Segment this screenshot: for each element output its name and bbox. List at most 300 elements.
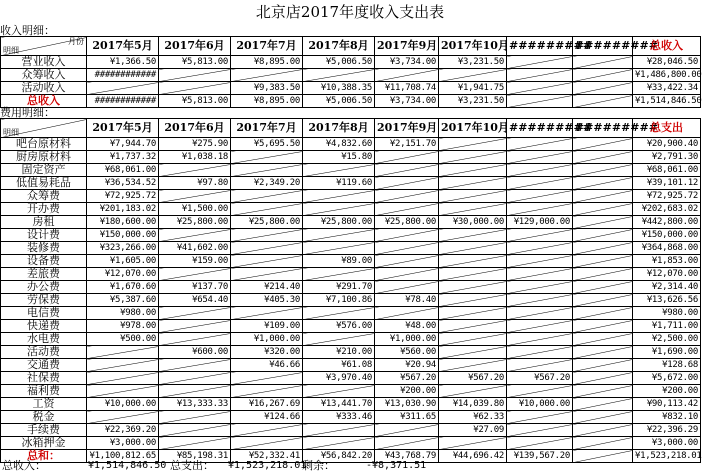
value-cell: ¥41,602.00 [159, 242, 231, 255]
value-cell: ¥1,100,812.65 [87, 450, 159, 463]
empty-cell [303, 190, 375, 203]
row-label: 手续费 [1, 424, 87, 437]
value-cell: ¥48.00 [375, 320, 439, 333]
value-cell: ¥61.08 [303, 359, 375, 372]
empty-cell [231, 437, 303, 450]
row-total-cell: ¥13,626.56 [633, 294, 701, 307]
empty-cell [231, 385, 303, 398]
total-header: 总收入 [633, 37, 701, 56]
table-row [1, 69, 701, 82]
empty-cell [573, 320, 633, 333]
empty-cell [507, 95, 573, 108]
table-row [1, 138, 701, 151]
value-cell: ¥52,332.41 [231, 450, 303, 463]
value-cell: ¥275.90 [159, 138, 231, 151]
month-header: 2017年10月 [439, 37, 507, 56]
empty-cell [159, 333, 231, 346]
empty-cell [573, 190, 633, 203]
income-section-label: 收入明细： [0, 24, 55, 37]
empty-cell [87, 82, 159, 95]
total-income-value: ¥1,514,846.50 [88, 460, 167, 471]
table-row [1, 294, 701, 307]
table-row [1, 95, 701, 108]
value-cell: ¥311.65 [375, 411, 439, 424]
row-total-cell: ¥832.10 [633, 411, 701, 424]
month-header: ######### [507, 37, 573, 56]
empty-cell [231, 255, 303, 268]
value-cell: ¥5,387.60 [87, 294, 159, 307]
value-cell: ¥10,388.35 [303, 82, 375, 95]
empty-cell [303, 437, 375, 450]
row-total-cell: ¥1,690.00 [633, 346, 701, 359]
empty-cell [573, 151, 633, 164]
value-cell: ¥500.00 [87, 333, 159, 346]
empty-cell [573, 333, 633, 346]
row-label: 总收入 [1, 95, 87, 108]
table-row [1, 82, 701, 95]
value-cell: ¥25,800.00 [375, 216, 439, 229]
empty-cell [159, 424, 231, 437]
empty-cell [159, 164, 231, 177]
summary-footer [0, 458, 700, 474]
value-cell: ¥567.20 [375, 372, 439, 385]
value-cell: ¥1,038.18 [159, 151, 231, 164]
table-row [1, 281, 701, 294]
value-cell: ¥62.33 [439, 411, 507, 424]
empty-cell [507, 437, 573, 450]
value-cell: ¥25,800.00 [159, 216, 231, 229]
empty-cell [573, 294, 633, 307]
value-cell: ¥1,366.50 [87, 56, 159, 69]
empty-cell [439, 385, 507, 398]
value-cell: ¥1,000.00 [231, 333, 303, 346]
empty-cell [573, 82, 633, 95]
month-header: 2017年5月 [87, 119, 159, 138]
table-row [1, 437, 701, 450]
value-cell: ¥25,800.00 [303, 216, 375, 229]
empty-cell [375, 242, 439, 255]
value-cell: ¥567.20 [507, 372, 573, 385]
empty-cell [507, 307, 573, 320]
empty-cell [507, 255, 573, 268]
empty-cell [507, 346, 573, 359]
empty-cell [375, 203, 439, 216]
empty-cell [375, 437, 439, 450]
value-cell: ¥5,695.50 [231, 138, 303, 151]
row-label: 工资 [1, 398, 87, 411]
total-expense-label: 总支出： [170, 459, 214, 472]
value-cell: ¥7,100.86 [303, 294, 375, 307]
empty-cell [573, 164, 633, 177]
value-cell: ¥5,813.00 [159, 95, 231, 108]
row-total-cell: ¥980.00 [633, 307, 701, 320]
table-row [1, 359, 701, 372]
empty-cell [303, 203, 375, 216]
corner-detail-label: 明细 [3, 46, 19, 55]
value-cell: ¥85,198.31 [159, 450, 231, 463]
empty-cell [159, 268, 231, 281]
empty-cell [439, 320, 507, 333]
empty-cell [87, 346, 159, 359]
empty-cell [231, 307, 303, 320]
row-label: 房租 [1, 216, 87, 229]
value-cell: ############ [87, 69, 159, 82]
value-cell: ¥10,000.00 [507, 398, 573, 411]
value-cell: ¥68,061.00 [87, 164, 159, 177]
empty-cell [439, 268, 507, 281]
income-table [0, 36, 701, 108]
empty-cell [439, 138, 507, 151]
row-label: 吧台原材料 [1, 138, 87, 151]
value-cell: ¥27.09 [439, 424, 507, 437]
row-label: 水电费 [1, 333, 87, 346]
empty-cell [231, 424, 303, 437]
row-label: 劳保费 [1, 294, 87, 307]
row-total-cell: ¥2,500.00 [633, 333, 701, 346]
value-cell: ############ [87, 95, 159, 108]
table-row [1, 411, 701, 424]
row-total-cell: ¥12,070.00 [633, 268, 701, 281]
value-cell: ¥150,000.00 [87, 229, 159, 242]
empty-cell [231, 372, 303, 385]
row-total-cell: ¥39,101.12 [633, 177, 701, 190]
empty-cell [507, 268, 573, 281]
empty-cell [507, 56, 573, 69]
table-row [1, 398, 701, 411]
empty-cell [507, 229, 573, 242]
empty-cell [375, 424, 439, 437]
row-label: 设备费 [1, 255, 87, 268]
empty-cell [159, 307, 231, 320]
empty-cell [573, 255, 633, 268]
month-header: 2017年8月 [303, 37, 375, 56]
row-total-cell: ¥28,046.50 [633, 56, 701, 69]
table-row [1, 216, 701, 229]
value-cell: ¥1,605.00 [87, 255, 159, 268]
empty-cell [439, 307, 507, 320]
empty-cell [159, 437, 231, 450]
corner-month-label: 月份 [68, 37, 84, 46]
empty-cell [439, 281, 507, 294]
row-total-cell: ¥1,486,800.00 [633, 69, 701, 82]
month-header: ######### [573, 119, 633, 138]
empty-cell [231, 151, 303, 164]
empty-cell [375, 307, 439, 320]
value-cell: ¥210.00 [303, 346, 375, 359]
row-label: 低值易耗品 [1, 177, 87, 190]
value-cell: ¥13,333.33 [159, 398, 231, 411]
empty-cell [439, 242, 507, 255]
empty-cell [507, 281, 573, 294]
value-cell: ¥1,737.32 [87, 151, 159, 164]
empty-cell [573, 242, 633, 255]
empty-cell [159, 69, 231, 82]
row-label: 活动收入 [1, 82, 87, 95]
value-cell: ¥1,941.75 [439, 82, 507, 95]
table-row [1, 177, 701, 190]
empty-cell [439, 203, 507, 216]
empty-cell [375, 190, 439, 203]
month-header: 2017年6月 [159, 119, 231, 138]
value-cell: ¥5,006.50 [303, 95, 375, 108]
value-cell: ¥4,832.60 [303, 138, 375, 151]
row-total-cell: ¥1,523,218.01 [633, 450, 701, 463]
empty-cell [159, 385, 231, 398]
value-cell: ¥9,383.50 [231, 82, 303, 95]
row-total-cell: ¥202,683.02 [633, 203, 701, 216]
empty-cell [507, 151, 573, 164]
empty-cell [507, 242, 573, 255]
table-row [1, 56, 701, 69]
value-cell: ¥2,151.70 [375, 138, 439, 151]
table-row [1, 320, 701, 333]
empty-cell [159, 320, 231, 333]
table-row [1, 372, 701, 385]
value-cell: ¥323,266.00 [87, 242, 159, 255]
row-label: 税金 [1, 411, 87, 424]
value-cell: ¥10,000.00 [87, 398, 159, 411]
empty-cell [375, 164, 439, 177]
empty-cell [439, 164, 507, 177]
empty-cell [375, 177, 439, 190]
row-label: 交通费 [1, 359, 87, 372]
value-cell: ¥7,944.70 [87, 138, 159, 151]
value-cell: ¥5,813.00 [159, 56, 231, 69]
value-cell: ¥16,267.69 [231, 398, 303, 411]
value-cell: ¥1,000.00 [375, 333, 439, 346]
empty-cell [439, 333, 507, 346]
table-row [1, 229, 701, 242]
row-total-cell: ¥364,868.00 [633, 242, 701, 255]
empty-cell [573, 385, 633, 398]
empty-cell [507, 164, 573, 177]
corner-header-cell [1, 119, 87, 138]
row-label: 差旅费 [1, 268, 87, 281]
empty-cell [231, 242, 303, 255]
table-row [1, 307, 701, 320]
row-total-cell: ¥200.00 [633, 385, 701, 398]
row-total-cell: ¥33,422.34 [633, 82, 701, 95]
value-cell: ¥600.00 [159, 346, 231, 359]
total-expense-value: ¥1,523,218.01 [228, 460, 307, 471]
empty-cell [375, 281, 439, 294]
value-cell: ¥15.80 [303, 151, 375, 164]
empty-cell [375, 69, 439, 82]
empty-cell [507, 190, 573, 203]
month-header: 2017年7月 [231, 37, 303, 56]
row-label: 总和： [1, 450, 87, 463]
month-header: ######### [573, 37, 633, 56]
empty-cell [231, 203, 303, 216]
value-cell: ¥97.80 [159, 177, 231, 190]
row-label: 众筹收入 [1, 69, 87, 82]
value-cell: ¥78.40 [375, 294, 439, 307]
empty-cell [159, 82, 231, 95]
value-cell: ¥3,734.00 [375, 56, 439, 69]
empty-cell [159, 411, 231, 424]
row-total-cell: ¥68,061.00 [633, 164, 701, 177]
value-cell: ¥56,842.20 [303, 450, 375, 463]
value-cell: ¥13,030.90 [375, 398, 439, 411]
value-cell: ¥124.66 [231, 411, 303, 424]
empty-cell [507, 177, 573, 190]
empty-cell [573, 398, 633, 411]
row-total-cell: ¥1,514,846.50 [633, 95, 701, 108]
empty-cell [439, 255, 507, 268]
month-header: 2017年5月 [87, 37, 159, 56]
row-label: 办公费 [1, 281, 87, 294]
value-cell: ¥72,925.72 [87, 190, 159, 203]
value-cell: ¥89.00 [303, 255, 375, 268]
value-cell: ¥8,895.00 [231, 95, 303, 108]
row-total-cell: ¥5,672.00 [633, 372, 701, 385]
value-cell: ¥560.00 [375, 346, 439, 359]
table-row [1, 151, 701, 164]
value-cell: ¥13,441.70 [303, 398, 375, 411]
empty-cell [159, 229, 231, 242]
row-total-cell: ¥3,000.00 [633, 437, 701, 450]
total-header: 总支出 [633, 119, 701, 138]
value-cell: ¥12,070.00 [87, 268, 159, 281]
balance-value: -¥8,371.51 [366, 460, 427, 471]
row-label: 活动费 [1, 346, 87, 359]
table-row [1, 255, 701, 268]
table-row [1, 190, 701, 203]
empty-cell [507, 424, 573, 437]
empty-cell [573, 346, 633, 359]
empty-cell [303, 307, 375, 320]
table-row [1, 164, 701, 177]
empty-cell [375, 151, 439, 164]
empty-cell [507, 69, 573, 82]
empty-cell [573, 281, 633, 294]
row-total-cell: ¥128.68 [633, 359, 701, 372]
empty-cell [231, 229, 303, 242]
value-cell: ¥2,349.20 [231, 177, 303, 190]
empty-cell [159, 372, 231, 385]
empty-cell [159, 359, 231, 372]
empty-cell [439, 346, 507, 359]
empty-cell [573, 56, 633, 69]
value-cell: ¥214.40 [231, 281, 303, 294]
row-label: 众筹费 [1, 190, 87, 203]
row-total-cell: ¥150,000.00 [633, 229, 701, 242]
empty-cell [439, 177, 507, 190]
value-cell: ¥654.40 [159, 294, 231, 307]
month-header: 2017年8月 [303, 119, 375, 138]
month-header: 2017年9月 [375, 37, 439, 56]
value-cell: ¥5,006.50 [303, 56, 375, 69]
empty-cell [159, 190, 231, 203]
empty-cell [231, 190, 303, 203]
value-cell: ¥8,895.00 [231, 56, 303, 69]
value-cell: ¥3,000.00 [87, 437, 159, 450]
row-label: 社保费 [1, 372, 87, 385]
empty-cell [507, 333, 573, 346]
value-cell: ¥291.70 [303, 281, 375, 294]
row-total-cell: ¥72,925.72 [633, 190, 701, 203]
value-cell: ¥119.60 [303, 177, 375, 190]
empty-cell [573, 268, 633, 281]
empty-cell [573, 177, 633, 190]
empty-cell [87, 411, 159, 424]
value-cell: ¥1,670.60 [87, 281, 159, 294]
empty-cell [573, 424, 633, 437]
value-cell: ¥405.30 [231, 294, 303, 307]
empty-cell [507, 294, 573, 307]
empty-cell [439, 294, 507, 307]
row-label: 装修费 [1, 242, 87, 255]
value-cell: ¥22,369.20 [87, 424, 159, 437]
empty-cell [573, 203, 633, 216]
month-header: 2017年7月 [231, 119, 303, 138]
table-row [1, 424, 701, 437]
table-row [1, 385, 701, 398]
empty-cell [573, 372, 633, 385]
empty-cell [573, 216, 633, 229]
value-cell: ¥109.00 [231, 320, 303, 333]
expense-table [0, 118, 701, 463]
empty-cell [573, 437, 633, 450]
empty-cell [87, 372, 159, 385]
row-label: 开办费 [1, 203, 87, 216]
corner-detail-label: 明细 [3, 128, 19, 137]
month-header: 2017年9月 [375, 119, 439, 138]
empty-cell [439, 359, 507, 372]
empty-cell [303, 164, 375, 177]
empty-cell [303, 385, 375, 398]
value-cell: ¥14,039.80 [439, 398, 507, 411]
empty-cell [439, 229, 507, 242]
expense-section-label: 费用明细： [0, 106, 55, 119]
empty-cell [303, 242, 375, 255]
row-total-cell: ¥2,314.40 [633, 281, 701, 294]
corner-header-cell [1, 37, 87, 56]
empty-cell [303, 229, 375, 242]
empty-cell [231, 69, 303, 82]
row-label: 快递费 [1, 320, 87, 333]
month-header: 2017年6月 [159, 37, 231, 56]
value-cell: ¥201,183.02 [87, 203, 159, 216]
empty-cell [573, 307, 633, 320]
row-total-cell: ¥90,113.42 [633, 398, 701, 411]
empty-cell [573, 411, 633, 424]
empty-cell [303, 333, 375, 346]
month-header: ######### [507, 119, 573, 138]
empty-cell [507, 385, 573, 398]
row-label: 固定资产 [1, 164, 87, 177]
value-cell: ¥44,696.42 [439, 450, 507, 463]
empty-cell [87, 359, 159, 372]
row-label: 设计费 [1, 229, 87, 242]
empty-cell [507, 320, 573, 333]
empty-cell [439, 151, 507, 164]
value-cell: ¥36,534.52 [87, 177, 159, 190]
empty-cell [573, 138, 633, 151]
row-total-cell: ¥1,711.00 [633, 320, 701, 333]
row-total-cell: ¥20,900.40 [633, 138, 701, 151]
value-cell: ¥46.66 [231, 359, 303, 372]
empty-cell [439, 437, 507, 450]
value-cell: ¥43,768.79 [375, 450, 439, 463]
row-total-cell: ¥2,791.30 [633, 151, 701, 164]
value-cell: ¥320.00 [231, 346, 303, 359]
empty-cell [375, 255, 439, 268]
value-cell: ¥3,231.50 [439, 95, 507, 108]
empty-cell [573, 95, 633, 108]
empty-cell [573, 69, 633, 82]
value-cell: ¥978.00 [87, 320, 159, 333]
